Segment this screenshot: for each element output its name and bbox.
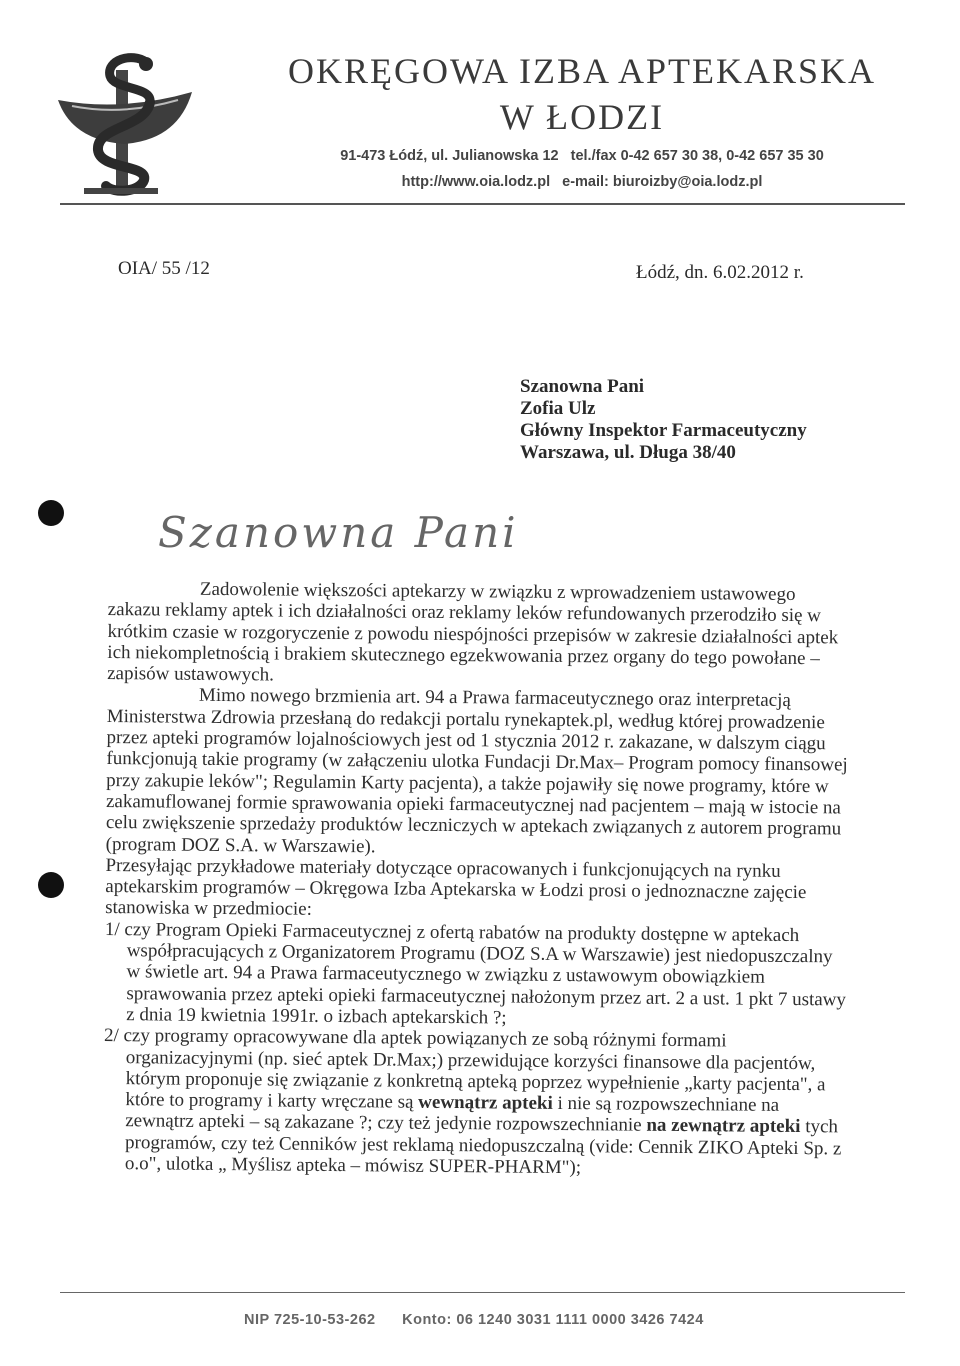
footer-divider <box>60 1292 905 1293</box>
recipient-address <box>520 376 807 464</box>
footer <box>244 1312 884 1328</box>
contact-line-web <box>232 174 932 190</box>
org-name-line2: W ŁODZI <box>499 97 665 137</box>
handwritten-greeting: Szanowna Pani <box>158 508 519 557</box>
recipient-line: Zofia Ulz <box>520 398 596 419</box>
punch-hole-top <box>38 500 64 526</box>
question-2-text-a: 2/ czy programy opracowywane dla aptek powiązanych ze sobą różnymi formami organizacyjnymi (np. sieć aptek Dr.Max;) przewidujące korzyści finansowe dla pacjentów, którym proponuje się związanie z konkretną apteką poprzez wypełnienie „karty pacjenta", a które to programy i karty wręczane są <box>103 1025 826 1113</box>
paragraph-2: Mimo nowego brzmienia art. 94 a Prawa farmaceutycznego oraz interpretacją Ministerstwa Zdrowia przesłaną do redakcji portalu rynekaptek.pl, według której prowadzenie przez apteki programów lojalnościowych jest od 1 stycznia 2012 r. zakazane, w dalszym ciągu funkcjonują takie programy (w załączeniu ulotka Fundacji Dr.Max– Program pomocy finansowej przy zakupie leków"; Regulamin Karty pacjenta), a także pojawiły się nowe programy, które w zakamuflowanej formie sprawowania opieki farmaceutycznej nad pacjentem – mają w istocie na celu zwiększenie sprzedaży produktów leczniczych w aptekach związanych z autorem programu (program DOZ S.A. w Warszawie). <box>105 685 848 857</box>
recipient-line: Główny Inspektor Farmaceutyczny <box>520 420 807 441</box>
org-phone-fax: tel./fax 0-42 657 30 38, 0-42 657 35 30 <box>570 148 824 164</box>
letter-date: Łódź, dn. 6.02.2012 r. <box>636 262 804 283</box>
punch-hole-bottom <box>38 872 64 898</box>
paragraph-3: Przesyłając przykładowe materiały dotyczące opracowanych i funkcjonujących na rynku aptekarskim programów – Okręgowa Izba Aptekarska w Łodzi prosi o jednoznaczne zajęcie stanowiska w przedmiocie: <box>105 854 807 921</box>
reference-number: OIA/ 55 /12 <box>118 258 210 279</box>
recipient-line: Szanowna Pani <box>520 376 645 397</box>
org-email-link[interactable]: e-mail: biuroizby@oia.lodz.pl <box>562 174 763 190</box>
org-name-line1: OKRĘGOWA IZBA APTEKARSKA <box>287 51 877 91</box>
question-item-2 <box>103 1025 846 1181</box>
question-item-1: 1/ czy Program Opieki Farmaceutycznej z ofertą rabatów na produkty dostępne w aptekach współpracujących z Organizatorem Programu (DOZ S.A w Warszawie) jest niedopuszczalny w świetle art. 94 a Prawa farmaceutycznego w związku z ustawowym obowiązkiem sprawowania przez apteki opieki farmaceutycznej nałożonym przez art. 2 a ust. 1 pkt 7 ustawy z dnia 19 kwietnia 1991r. o izbach aptekarskich ?; <box>104 918 847 1029</box>
contact-line-address <box>232 148 932 164</box>
footer-bank-account: Konto: 06 1240 3031 1111 0000 3426 7424 <box>402 1312 704 1328</box>
paragraph-1: Zadowolenie większości aptekarzy w związku z wprowadzeniem ustawowego zakazu reklamy aptek i ich działalności oraz reklamy leków refundowanych przerodziło się w krótkim czasie w rozgoryczenie z powodu niespójności przepisów w zakresie działalności aptek ich niekompletnością i brakiem skutecznego egzekwowania przez organy do tego powołane – zapisów ustawowych. <box>107 578 839 686</box>
letter-body <box>103 578 850 1181</box>
question-2-emphasis-outside: na zewnątrz apteki <box>646 1115 801 1138</box>
header-divider <box>60 203 905 205</box>
footer-nip: NIP 725-10-53-262 <box>244 1312 376 1328</box>
pharmacy-logo-icon <box>50 52 200 202</box>
question-2-text-c: tych programów, czy też Cenników jest reklamą niedopuszczalną (vide: Cennik ZIKO Apteki Sp. z o.o", ulotka „ Myślisz apteka – mówisz SUPER-PHARM"); <box>124 1116 842 1179</box>
org-website-link[interactable]: http://www.oia.lodz.pl <box>401 174 551 190</box>
org-address: 91-473 Łódź, ul. Julianowska 12 <box>340 148 559 164</box>
recipient-line: Warszawa, ul. Długa 38/40 <box>520 442 736 463</box>
question-2-text-b: i nie są rozpowszechniane na zewnątrz apteki – są zakazane ?; czy też jedynie rozpowszechnianie <box>125 1093 780 1137</box>
question-2-emphasis-inside: wewnątrz apteki <box>418 1091 553 1115</box>
